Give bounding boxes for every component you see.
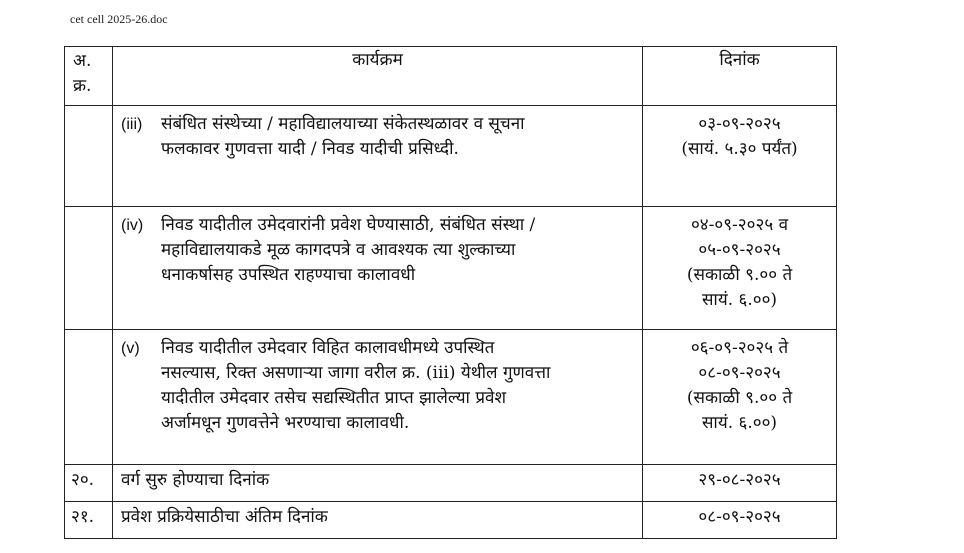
date-line: ०४-०९-२०२५ व — [690, 215, 789, 235]
row-serial — [65, 106, 113, 207]
header-serial — [65, 47, 113, 106]
schedule-table — [64, 46, 837, 539]
row-program — [113, 106, 643, 207]
program-line: महाविद्यालयाकडे मूळ कागदपत्रे व आवश्यक त्या शुल्काच्या — [161, 240, 516, 260]
date-line: (सकाळी ९.०० ते — [686, 265, 793, 285]
date-line: ०३-०९-२०२५ — [698, 114, 781, 134]
document-filename: cet cell 2025-26.doc — [70, 12, 168, 26]
date-line: ०६-०९-२०२५ ते — [690, 338, 789, 358]
program-line: निवड यादीतील उमेदवारांनी प्रवेश घेण्यासाठी, संबंधित संस्था / — [161, 215, 536, 235]
row-program — [113, 330, 643, 465]
program-line: अर्जामधून गुणवत्तेने भरण्याचा कालावधी. — [161, 413, 410, 433]
table-row — [65, 465, 837, 502]
program-line: फलकावर गुणवत्ता यादी / निवड यादीची प्रसिध्दी. — [161, 139, 459, 159]
roman-numeral: (v) — [121, 340, 140, 357]
date-line: सायं. ६.००) — [701, 290, 778, 310]
date-line: (सायं. ५.३० पर्यंत) — [681, 139, 798, 159]
roman-numeral: (iv) — [121, 217, 144, 234]
date-line: ०८-०९-२०२५ — [698, 363, 781, 383]
table-header-row — [65, 47, 837, 106]
program-line: नसल्यास, रिक्त असणाऱ्या जागा वरील क्र. (iii) येथील गुणवत्ता — [161, 363, 551, 383]
row-program — [113, 207, 643, 330]
row-serial: २०. — [65, 465, 113, 502]
roman-numeral: (iii) — [121, 116, 143, 133]
program-line: संबंधित संस्थेच्या / महाविद्यालयाच्या संकेतस्थळावर व सूचना — [161, 114, 525, 134]
table-row — [65, 330, 837, 465]
row-serial — [65, 330, 113, 465]
program-line: यादीतील उमेदवार तसेच सद्यस्थितीत प्राप्त झालेल्या प्रवेश — [161, 388, 507, 408]
date-line: (सकाळी ९.०० ते — [686, 388, 793, 408]
row-date — [643, 106, 837, 207]
row-date — [643, 207, 837, 330]
row-program: वर्ग सुरु होण्याचा दिनांक — [113, 465, 643, 502]
row-date: ०८-०९-२०२५ — [643, 502, 837, 539]
row-serial: २१. — [65, 502, 113, 539]
program-line: निवड यादीतील उमेदवार विहित कालावधीमध्ये उपस्थित — [161, 338, 495, 358]
header-serial-line-1: अ. — [73, 51, 92, 71]
row-date: २९-०८-२०२५ — [643, 465, 837, 502]
row-program: प्रवेश प्रक्रियेसाठीचा अंतिम दिनांक — [113, 502, 643, 539]
date-line: सायं. ६.००) — [701, 413, 778, 433]
table-row — [65, 106, 837, 207]
row-serial — [65, 207, 113, 330]
date-line: ०५-०९-२०२५ — [698, 240, 781, 260]
table-row — [65, 502, 837, 539]
header-serial-line-2: क्र. — [73, 76, 92, 96]
header-date: दिनांक — [643, 47, 837, 106]
program-line: धनाकर्षासह उपस्थित राहण्याचा कालावधी — [161, 265, 416, 285]
row-date — [643, 330, 837, 465]
table-row — [65, 207, 837, 330]
header-program: कार्यक्रम — [113, 47, 643, 106]
